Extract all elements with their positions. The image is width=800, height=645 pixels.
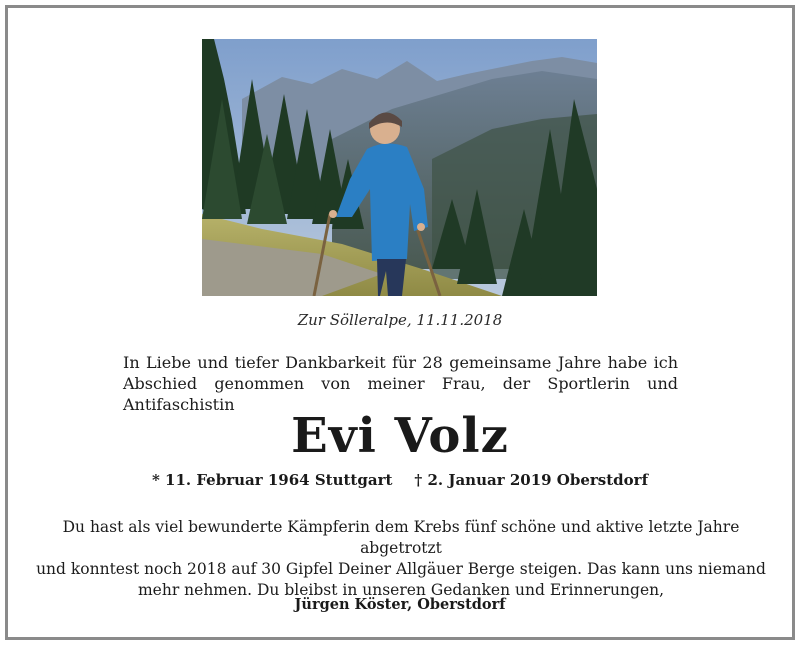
photo-caption: Zur Sölleralpe, 11.11.2018 bbox=[297, 311, 503, 329]
life-dates bbox=[0, 471, 800, 489]
deceased-name: Evi Volz bbox=[291, 408, 509, 464]
tribute-line: mehr nehmen. Du bleibst in unseren Gedanken und Erinnerungen, bbox=[137, 581, 665, 599]
intro-line: Abschied genommen von meiner Frau, der Sportlerin und Antifaschistin bbox=[123, 374, 678, 414]
intro-line: In Liebe und tiefer Dankbarkeit für 28 gemeinsame Jahre habe ich bbox=[123, 353, 678, 372]
tribute-text bbox=[34, 517, 768, 601]
memorial-photo bbox=[202, 39, 597, 296]
death-date: † 2. Januar 2019 Oberstdorf bbox=[414, 471, 649, 489]
tribute-line: und konntest noch 2018 auf 30 Gipfel Deiner Allgäuer Berge steigen. Das kann uns niemand bbox=[36, 560, 766, 578]
birth-date: * 11. Februar 1964 Stuttgart bbox=[151, 471, 393, 489]
tribute-line: Du hast als viel bewunderte Kämpferin dem Krebs fünf schöne und aktive letzte Jahre abgetrotzt bbox=[62, 518, 740, 557]
signature: Jürgen Köster, Oberstdorf bbox=[294, 596, 506, 613]
